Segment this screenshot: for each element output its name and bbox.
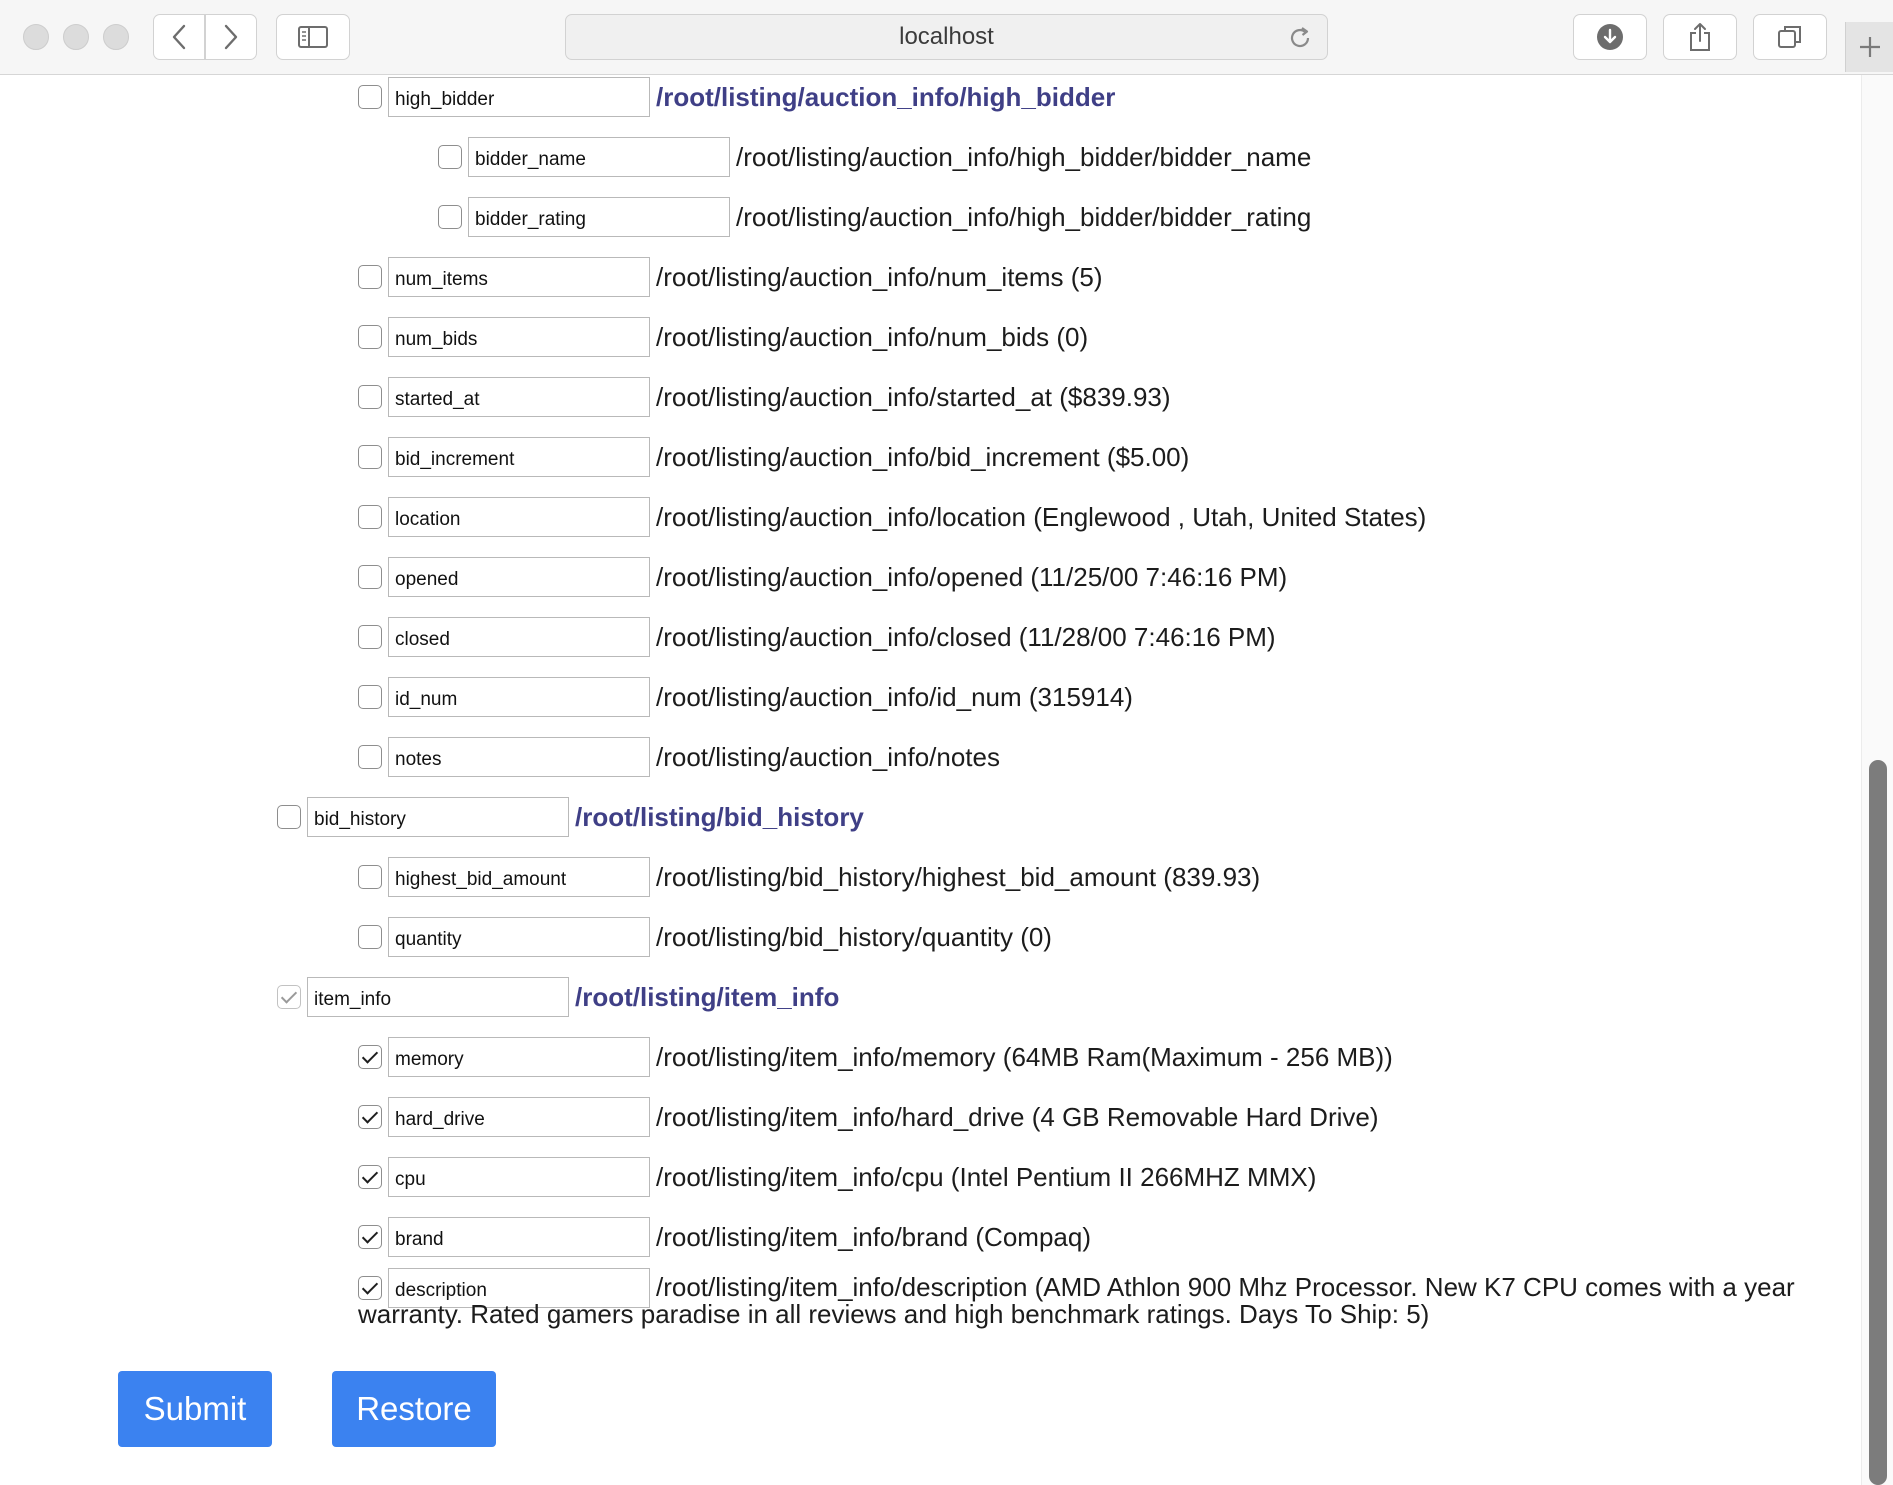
- field-checkbox[interactable]: [358, 1045, 382, 1069]
- sidebar-toggle-button[interactable]: [276, 14, 350, 60]
- field-name-input[interactable]: [468, 137, 730, 177]
- field-path-label: /root/listing/auction_info/num_items (5): [656, 261, 1103, 292]
- field-name-input[interactable]: [388, 497, 650, 537]
- field-name-input[interactable]: [388, 1097, 650, 1137]
- field-path-label: /root/listing/auction_info/high_bidder: [656, 81, 1116, 112]
- field-row-bid-increment: [358, 436, 1189, 478]
- field-checkbox[interactable]: [358, 325, 382, 349]
- share-icon: [1688, 22, 1712, 52]
- scrollbar-thumb[interactable]: [1869, 760, 1887, 1485]
- field-name-input[interactable]: [388, 617, 650, 657]
- zoom-window-button[interactable]: [103, 24, 129, 50]
- field-checkbox[interactable]: [358, 925, 382, 949]
- field-path-label: /root/listing/bid_history: [575, 801, 864, 832]
- field-checkbox[interactable]: [358, 1276, 382, 1300]
- field-row-started-at: [358, 376, 1171, 418]
- field-checkbox[interactable]: [438, 145, 462, 169]
- field-path-label: /root/listing/item_info/description (AMD Athlon 900 Mhz Processor. New K7 CPU comes with a year: [656, 1272, 1795, 1302]
- submit-button[interactable]: Submit: [118, 1371, 272, 1447]
- field-checkbox[interactable]: [358, 1105, 382, 1129]
- minimize-window-button[interactable]: [63, 24, 89, 50]
- close-window-button[interactable]: [23, 24, 49, 50]
- field-row-opened: [358, 556, 1287, 598]
- field-name-input[interactable]: [388, 917, 650, 957]
- url-text: localhost: [899, 23, 994, 50]
- field-path-label: /root/listing/auction_info/started_at ($839.93): [656, 381, 1171, 412]
- field-name-input[interactable]: [388, 257, 650, 297]
- field-name-input[interactable]: [388, 377, 650, 417]
- field-path-label: /root/listing/auction_info/id_num (315914): [656, 681, 1133, 712]
- page-content: [0, 75, 1860, 1485]
- field-name-input[interactable]: [388, 857, 650, 897]
- field-name-input[interactable]: [388, 1217, 650, 1257]
- chevron-left-icon: [172, 24, 186, 50]
- field-row-item-info: [277, 976, 839, 1018]
- field-path-label: /root/listing/auction_info/notes: [656, 741, 1000, 772]
- field-path-label: /root/listing/bid_history/quantity (0): [656, 921, 1052, 952]
- field-path-label: /root/listing/bid_history/highest_bid_amount (839.93): [656, 861, 1261, 892]
- field-row-notes: [358, 736, 1000, 778]
- browser-toolbar: [0, 0, 1893, 75]
- field-name-input[interactable]: [388, 317, 650, 357]
- field-path-label: /root/listing/item_info/cpu (Intel Pentium II 266MHZ MMX): [656, 1161, 1317, 1192]
- description-continued-text: warranty. Rated gamers paradise in all reviews and high benchmark ratings. Days To Ship: 5): [358, 1299, 1430, 1329]
- field-checkbox[interactable]: [277, 985, 301, 1009]
- field-path-label: /root/listing/auction_info/closed (11/28/00 7:46:16 PM): [656, 621, 1276, 652]
- share-button[interactable]: [1663, 14, 1737, 60]
- field-checkbox[interactable]: [438, 205, 462, 229]
- field-checkbox[interactable]: [358, 1225, 382, 1249]
- plus-icon: [1858, 35, 1882, 59]
- field-checkbox[interactable]: [358, 685, 382, 709]
- field-checkbox[interactable]: [358, 445, 382, 469]
- field-row-highest-bid-amount: [358, 856, 1260, 898]
- field-row-closed: [358, 616, 1276, 658]
- field-row-num-items: [358, 256, 1103, 298]
- field-checkbox[interactable]: [358, 265, 382, 289]
- field-name-input[interactable]: [388, 437, 650, 477]
- chevron-right-icon: [224, 24, 238, 50]
- tabs-icon: [1777, 24, 1803, 50]
- sidebar-icon: [298, 26, 328, 48]
- field-row-cpu: [358, 1156, 1316, 1198]
- restore-button[interactable]: Restore: [332, 1371, 496, 1447]
- field-name-input[interactable]: [388, 677, 650, 717]
- reload-icon[interactable]: [1287, 25, 1313, 58]
- field-name-input[interactable]: [307, 977, 569, 1017]
- field-name-input[interactable]: [388, 1037, 650, 1077]
- field-path-label: /root/listing/auction_info/bid_increment ($5.00): [656, 441, 1190, 472]
- field-name-input[interactable]: [307, 797, 569, 837]
- field-path-label: /root/listing/item_info: [575, 981, 840, 1012]
- field-path-label: /root/listing/item_info/hard_drive (4 GB Removable Hard Drive): [656, 1101, 1379, 1132]
- field-path-label: /root/listing/auction_info/high_bidder/bidder_rating: [736, 201, 1312, 232]
- field-row-memory: [358, 1036, 1393, 1078]
- new-tab-button[interactable]: [1845, 22, 1893, 72]
- field-checkbox[interactable]: [358, 505, 382, 529]
- field-checkbox[interactable]: [358, 865, 382, 889]
- field-checkbox[interactable]: [358, 85, 382, 109]
- tabs-overview-button[interactable]: [1753, 14, 1827, 60]
- field-path-label: /root/listing/auction_info/high_bidder/bidder_name: [736, 141, 1312, 172]
- field-name-input[interactable]: [388, 1157, 650, 1197]
- downloads-button[interactable]: [1573, 14, 1647, 60]
- field-checkbox[interactable]: [358, 745, 382, 769]
- field-checkbox[interactable]: [358, 385, 382, 409]
- back-button[interactable]: [153, 14, 205, 60]
- field-row-brand: [358, 1216, 1091, 1258]
- field-path-label: /root/listing/item_info/brand (Compaq): [656, 1221, 1091, 1252]
- field-row-quantity: [358, 916, 1052, 958]
- field-name-input[interactable]: [388, 77, 650, 117]
- field-row-bidder-rating: [438, 196, 1311, 238]
- field-row-bid-history: [277, 796, 864, 838]
- field-path-label: /root/listing/item_info/memory (64MB Ram(Maximum - 256 MB)): [656, 1041, 1393, 1072]
- field-path-label: /root/listing/auction_info/location (Englewood , Utah, United States): [656, 501, 1427, 532]
- field-name-input[interactable]: [468, 197, 730, 237]
- field-name-input[interactable]: [388, 737, 650, 777]
- forward-button[interactable]: [205, 14, 257, 60]
- field-path-label: /root/listing/auction_info/num_bids (0): [656, 321, 1089, 352]
- field-row-high-bidder: [358, 76, 1115, 118]
- field-checkbox[interactable]: [358, 625, 382, 649]
- field-row-id-num: [358, 676, 1133, 718]
- field-row-hard-drive: [358, 1096, 1379, 1138]
- address-bar[interactable]: [565, 14, 1328, 60]
- download-icon: [1596, 23, 1624, 51]
- field-row-bidder-name: [438, 136, 1311, 178]
- field-checkbox[interactable]: [358, 1165, 382, 1189]
- field-path-label: /root/listing/auction_info/opened (11/25/00 7:46:16 PM): [656, 561, 1288, 592]
- field-checkbox[interactable]: [277, 805, 301, 829]
- field-name-input[interactable]: [388, 557, 650, 597]
- field-checkbox[interactable]: [358, 565, 382, 589]
- field-row-num-bids: [358, 316, 1088, 358]
- field-row-location: [358, 496, 1426, 538]
